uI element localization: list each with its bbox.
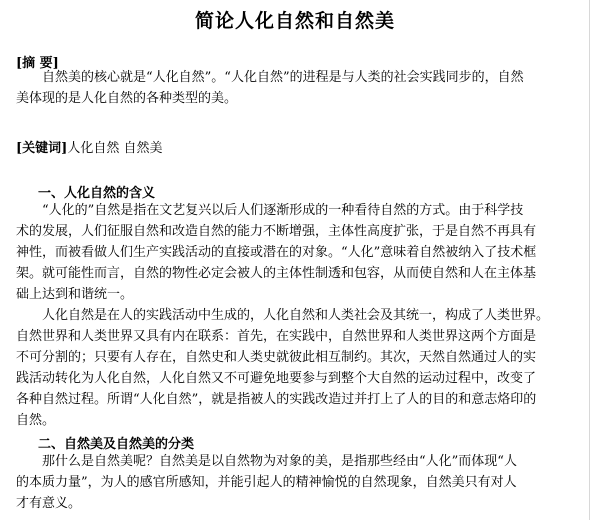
paragraph-line: 的本质力量”，为人的感官所感知，并能引起人的精神愉悦的自然现象，自然美只有对人	[16, 475, 517, 490]
paragraph-line: “人化的”自然是指在文艺复兴以后人们逐渐形成的一种看待自然的方式。由于科学技	[42, 203, 524, 218]
section2-heading: 二、自然美及自然美的分类	[38, 437, 195, 452]
paragraph-line: 自然。	[16, 413, 56, 428]
paragraph-line: 术的发展，人们征服自然和改造自然的能力不断增强，主体性高度扩张，于是自然不再具有	[16, 224, 537, 239]
paragraph-line: 那什么是自然美呢？自然美是以自然物为对象的美，是指那些经由“人化”而体现“人	[42, 454, 517, 469]
paragraph-line: 架。就可能性而言，自然的物性必定会被人的主体性制透和包容，从而使自然和人在主体基	[16, 266, 537, 281]
paragraph-line: 神性，而被看做人们生产实践活动的直接或潜在的对象。“人化”意味着自然被纳入了技术框	[16, 245, 537, 260]
paragraph-line: 础上达到和谐统一。	[16, 287, 134, 302]
paragraph-line: 自然世界和人类世界又具有内在联系：首先，在实践中，自然世界和人类世界这两个方面是	[16, 329, 537, 344]
paragraph-line: 践活动转化为人化自然，人化自然又不可避免地要参与到整个大自然的运动过程中，改变了	[16, 371, 537, 386]
keywords-row	[16, 140, 582, 158]
paragraph-line: 各种自然过程。所谓“人化自然”，就是指被人的实践改造过并打上了人的目的和意志烙印的	[16, 392, 537, 407]
keywords-value: 人化自然 自然美	[67, 141, 163, 156]
paragraph-line: 不可分割的；只要有人存在，自然史和人类史就彼此相互制约。其次，天然自然通过人的实	[16, 350, 537, 365]
abstract-label: [摘 要]	[16, 56, 59, 71]
abstract-line: 美体现的是人化自然的各种类型的美。	[16, 91, 238, 106]
abstract-line: 自然美的核心就是“人化自然”。“人化自然”的进程是与人类的社会实践同步的，自然	[42, 70, 524, 85]
keywords-label: [关键词]	[16, 141, 68, 156]
section1-heading: 一、人化自然的含义	[38, 186, 156, 201]
document-title: 简论人化自然和自然美	[194, 10, 395, 32]
paragraph-line: 才有意义。	[16, 496, 82, 511]
paragraph-line: 人化自然是在人的实践活动中生成的，人化自然和人类社会及其统一，构成了人类世界。	[42, 308, 550, 323]
